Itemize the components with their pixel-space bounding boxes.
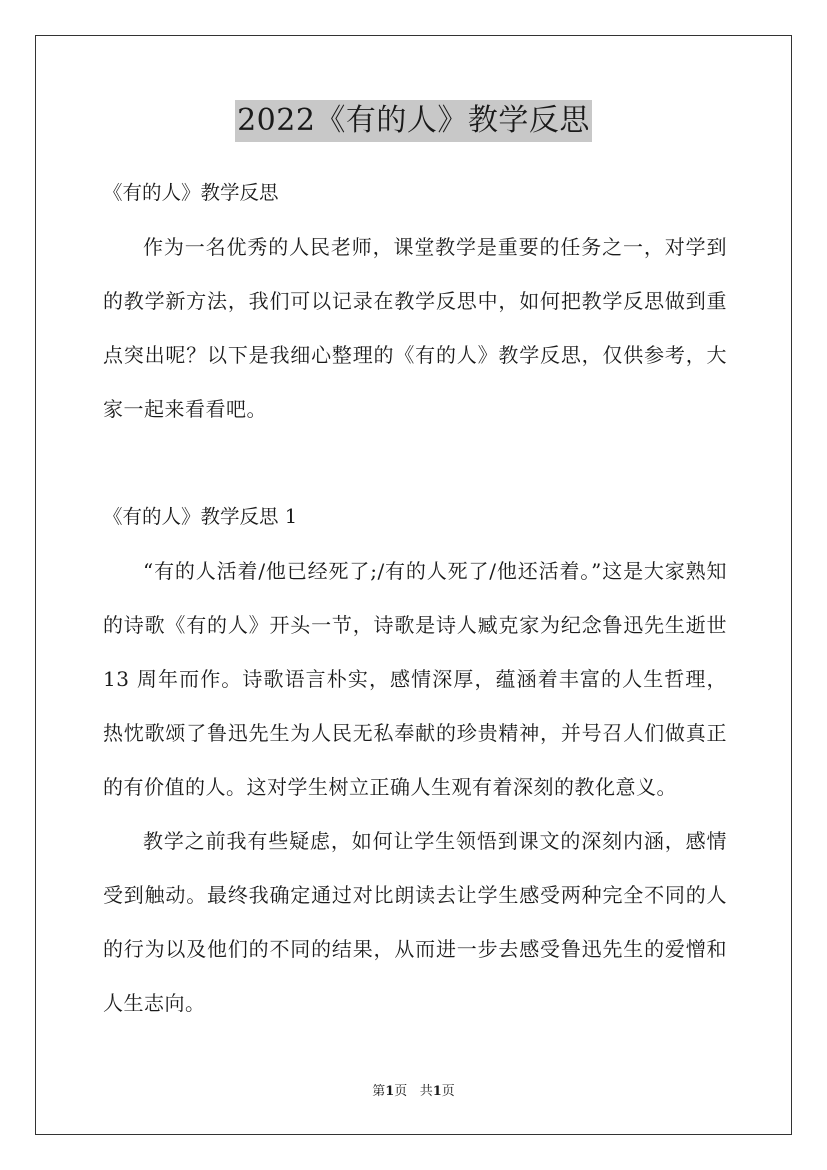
total-prefix: 共 <box>419 1084 433 1099</box>
subtitle: 《有的人》教学反思 <box>103 181 279 204</box>
document-body <box>103 166 727 1030</box>
page-suffix: 页 <box>394 1084 408 1099</box>
intro-paragraph: 作为一名优秀的人民老师，课堂教学是重要的任务之一，对学到的教学新方法，我们可以记录在教学反思中，如何把教学反思做到重点突出呢？以下是我细心整理的《有的人》教学反思，仅供参考，大家一起来看看吧。 <box>103 235 727 421</box>
body-paragraph: “有的人活着/他已经死了;/有的人死了/他还活着。”这是大家熟知的诗歌《有的人》开头一节，诗歌是诗人臧克家为纪念鲁迅先生逝世 13 周年而作。诗歌语言朴实，感情深厚，蕴涵着丰富的人生哲理，热忱歌颂了鲁迅先生为人民无私奉献的珍贵精神，并号召人们做真正的有价值的人。这对学生树立正确人生观有着深刻的教化意义。 <box>103 559 727 799</box>
body-paragraph: 教学之前我有些疑虑，如何让学生领悟到课文的深刻内涵，感情受到触动。最终我确定通过对比朗读去让学生感受两种完全不同的人的行为以及他们的不同的结果，从而进一步去感受鲁迅先生的爱憎和人生志向。 <box>103 829 727 1015</box>
document-title: 2022《有的人》教学反思 <box>235 100 592 142</box>
page-footer <box>0 1082 827 1102</box>
title-container <box>0 100 827 142</box>
page-current: 1 <box>385 1084 395 1099</box>
section-spacer <box>103 436 727 490</box>
section-heading: 《有的人》教学反思 1 <box>103 505 298 528</box>
total-suffix: 页 <box>441 1084 455 1099</box>
page-total: 1 <box>432 1084 442 1099</box>
page-prefix: 第 <box>372 1084 386 1099</box>
